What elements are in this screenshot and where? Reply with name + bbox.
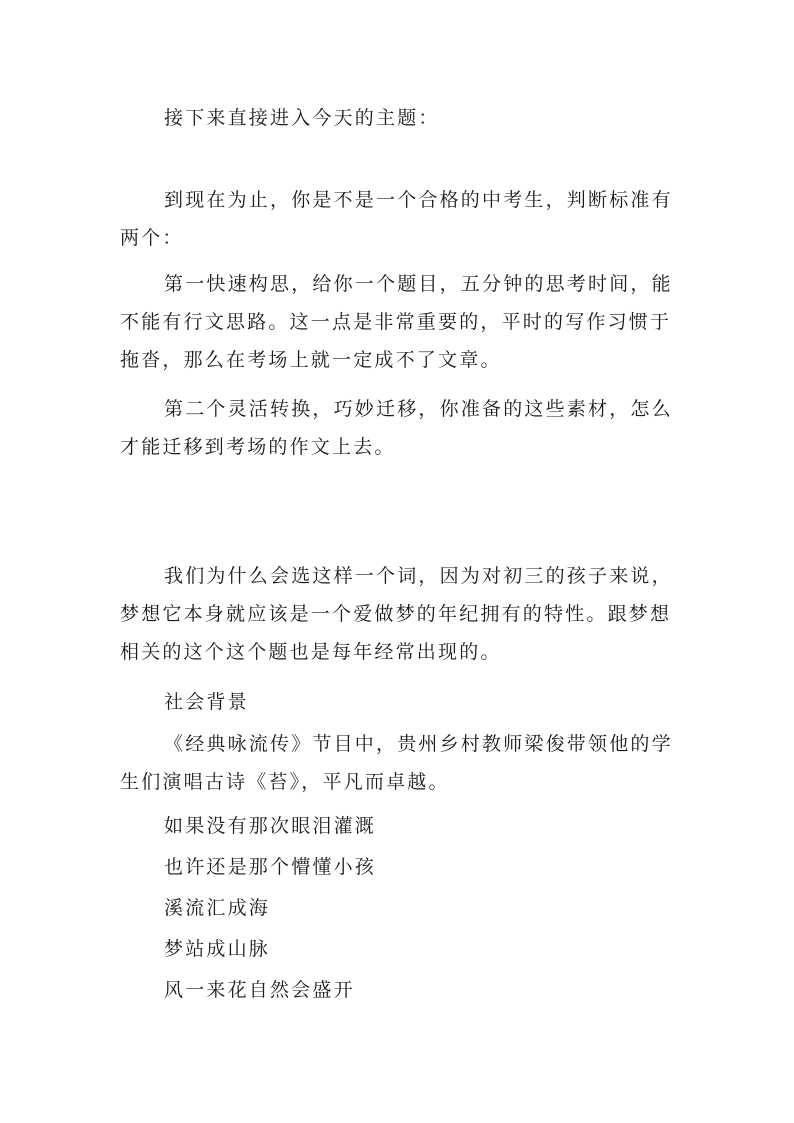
intro-line: 接下来直接进入今天的主题： bbox=[164, 107, 440, 129]
section-heading bbox=[120, 683, 674, 721]
why-line-3: 相关的这个这个题也是每年经常出现的。 bbox=[120, 641, 502, 663]
intro-paragraph bbox=[120, 99, 674, 137]
first-standard-paragraph bbox=[120, 265, 674, 379]
poem-block-4 bbox=[120, 930, 674, 968]
second-standard-line-1: 第二个灵活转换，巧妙迁移，你准备的这些素材，怎么 bbox=[164, 398, 673, 420]
poem-block-5 bbox=[120, 971, 674, 1009]
second-standard-line-2: 才能迁移到考场的作文上去。 bbox=[120, 436, 396, 458]
first-standard-line-3: 拖沓，那么在考场上就一定成不了文章。 bbox=[120, 349, 502, 371]
first-standard-line-1: 第一快速构思，给你一个题目，五分钟的思考时间，能 bbox=[164, 273, 673, 295]
standards-line-1: 到现在为止，你是不是一个合格的中考生，判断标准有 bbox=[164, 189, 673, 211]
poem-line-3: 溪流汇成海 bbox=[164, 897, 271, 919]
standards-line-2: 两个： bbox=[120, 227, 184, 249]
poem-line-2: 也许还是那个懵懂小孩 bbox=[164, 856, 377, 878]
poem-block-3 bbox=[120, 889, 674, 927]
why-paragraph bbox=[120, 557, 674, 671]
social-background-heading: 社会背景 bbox=[164, 691, 249, 713]
second-standard-paragraph bbox=[120, 390, 674, 466]
poem-block bbox=[120, 807, 674, 845]
background-paragraph bbox=[120, 725, 674, 801]
background-line-2: 生们演唱古诗《苔》，平凡而卓越。 bbox=[120, 771, 450, 793]
poem-block-2 bbox=[120, 848, 674, 886]
first-standard-line-2: 不能有行文思路。这一点是非常重要的，平时的写作习惯于 bbox=[120, 311, 672, 333]
poem-line-4: 梦站成山脉 bbox=[164, 938, 271, 960]
poem-line-1: 如果没有那次眼泪灌溉 bbox=[164, 815, 377, 837]
standards-paragraph bbox=[120, 181, 674, 257]
why-line-2: 梦想它本身就应该是一个爱做梦的年纪拥有的特性。跟梦想 bbox=[120, 603, 672, 625]
why-line-1: 我们为什么会选这样一个词，因为对初三的孩子来说， bbox=[164, 565, 673, 587]
poem-line-5: 风一来花自然会盛开 bbox=[164, 979, 355, 1001]
background-line-1: 《经典咏流传》节目中，贵州乡村教师梁俊带领他的学 bbox=[164, 733, 673, 755]
